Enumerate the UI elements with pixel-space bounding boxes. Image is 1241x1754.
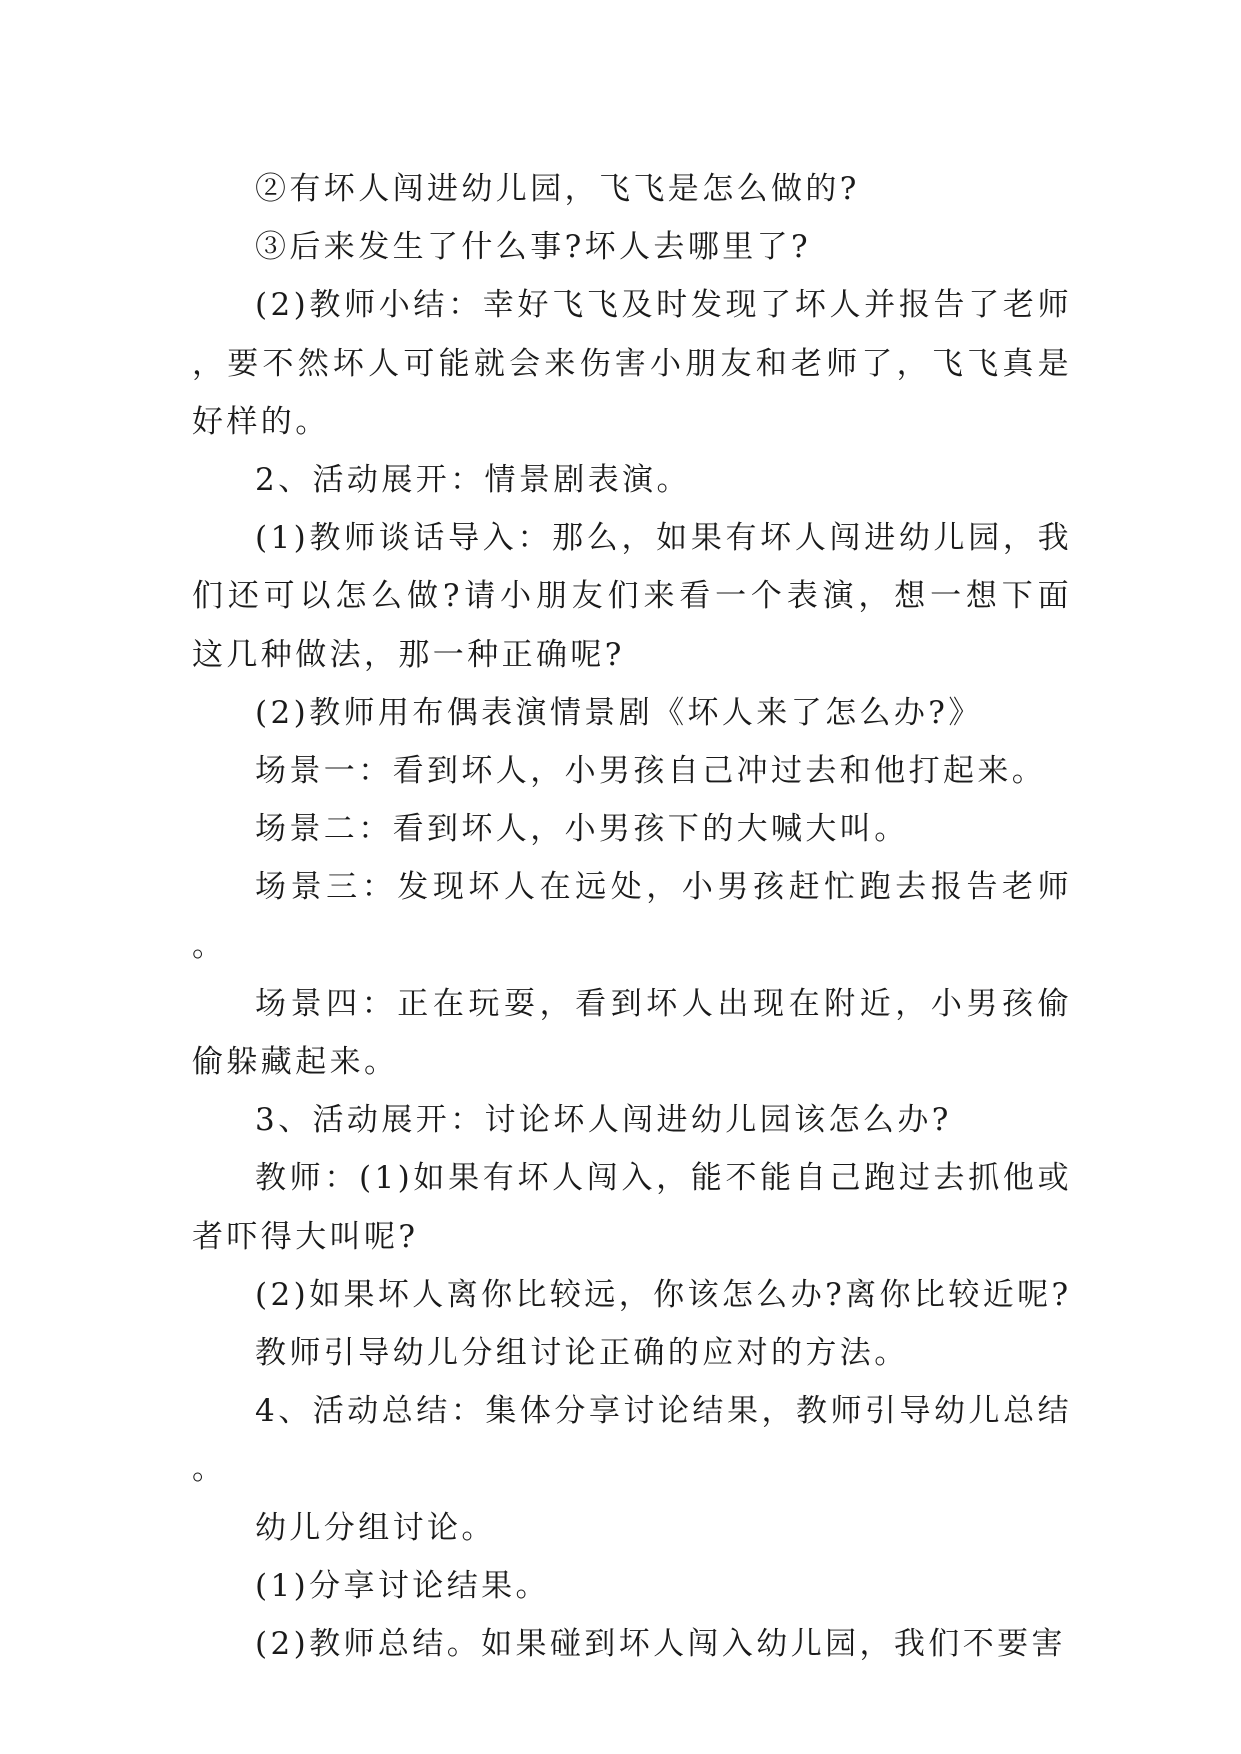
paragraph-2: ③后来发生了什么事?坏人去哪里了? — [255, 229, 812, 266]
paragraph-18: (2)教师总结。如果碰到坏人闯入幼儿园，我们不要害 — [255, 1626, 1066, 1663]
paragraph-15: 4、活动总结：集体分享讨论结果，教师引导幼儿总结。 — [192, 1393, 1072, 1488]
paragraph-12: 教师：(1)如果有坏人闯入，能不能自己跑过去抓他或者吓得大叫呢? — [192, 1160, 1072, 1255]
document-body — [192, 160, 1072, 1673]
paragraph-4: 2、活动展开：情景剧表演。 — [255, 462, 691, 499]
paragraph-16: 幼儿分组讨论。 — [255, 1509, 496, 1546]
paragraph-9: 场景三：发现坏人在远处，小男孩赶忙跑去报告老师。 — [192, 869, 1072, 964]
paragraph-11: 3、活动展开：讨论坏人闯进幼儿园该怎么办? — [255, 1102, 952, 1139]
paragraph-5: (1)教师谈话导入：那么，如果有坏人闯进幼儿园，我们还可以怎么做?请小朋友们来看一个表演，想一想下面这几种做法，那一种正确呢? — [192, 520, 1072, 673]
paragraph-14: 教师引导幼儿分组讨论正确的应对的方法。 — [255, 1335, 909, 1372]
paragraph-1: ②有坏人闯进幼儿园，飞飞是怎么做的? — [255, 171, 860, 207]
paragraph-13: (2)如果坏人离你比较远，你该怎么办?离你比较近呢? — [255, 1276, 1072, 1313]
paragraph-3: (2)教师小结：幸好飞飞及时发现了坏人并报告了老师，要不然坏人可能就会来伤害小朋友和老师了，飞飞真是好样的。 — [192, 287, 1072, 440]
paragraph-6: (2)教师用布偶表演情景剧《坏人来了怎么办?》 — [255, 694, 983, 731]
paragraph-17: (1)分享讨论结果。 — [255, 1567, 550, 1604]
paragraph-7: 场景一：看到坏人，小男孩自己冲过去和他打起来。 — [255, 753, 1047, 790]
paragraph-10: 场景四：正在玩耍，看到坏人出现在附近，小男孩偷偷躲藏起来。 — [192, 985, 1072, 1081]
paragraph-8: 场景二：看到坏人，小男孩下的大喊大叫。 — [255, 811, 909, 848]
